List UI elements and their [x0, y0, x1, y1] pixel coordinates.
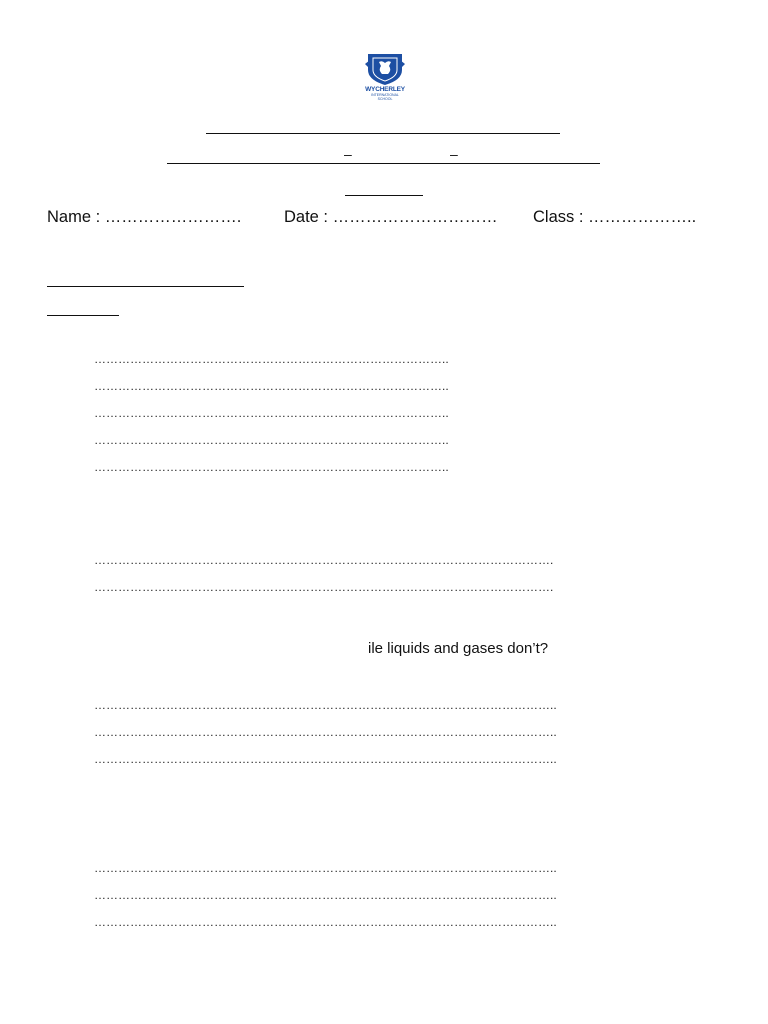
- header-dash-right: –: [450, 146, 458, 162]
- name-label: Name :: [47, 208, 101, 226]
- q3-answer-line-2[interactable]: ……………………………………………………………………………………………………..: [94, 725, 557, 739]
- school-logo: [364, 52, 406, 102]
- q1-answer-line-5[interactable]: ……………………………………………………………………………..: [94, 460, 449, 474]
- logo-subtitle: INTERNATIONAL SCHOOL: [371, 93, 399, 101]
- name-field[interactable]: [47, 208, 241, 227]
- header-short-underline: [345, 195, 423, 196]
- class-field[interactable]: [533, 208, 696, 227]
- logo-wordmark: WYCHERLEY: [365, 86, 405, 93]
- date-label: Date :: [284, 208, 329, 226]
- date-field[interactable]: [284, 208, 498, 227]
- student-info-row: [47, 208, 727, 230]
- q3-answer-line-3[interactable]: ……………………………………………………………………………………………………..: [94, 752, 557, 766]
- header-title-underline: [206, 133, 560, 134]
- header-subtitle-underline: [167, 163, 600, 164]
- q1-answer-line-1[interactable]: ……………………………………………………………………………..: [94, 352, 449, 366]
- q4-answer-line-2[interactable]: ……………………………………………………………………………………………………..: [94, 888, 557, 902]
- q1-answer-line-2[interactable]: ……………………………………………………………………………..: [94, 379, 449, 393]
- q3-answer-line-1[interactable]: ……………………………………………………………………………………………………..: [94, 698, 557, 712]
- q2-answer-line-2[interactable]: …………………………………………………………………………………………………….: [94, 580, 554, 594]
- class-blank: ………………..: [588, 208, 697, 226]
- q1-answer-line-4[interactable]: ……………………………………………………………………………..: [94, 433, 449, 447]
- q3-question-text: ile liquids and gases don’t?: [368, 640, 549, 657]
- header-dash-left: –: [344, 146, 352, 162]
- q4-answer-line-3[interactable]: ……………………………………………………………………………………………………..: [94, 915, 557, 929]
- section-subheading-underline: [47, 315, 119, 316]
- q4-answer-line-1[interactable]: ……………………………………………………………………………………………………..: [94, 861, 557, 875]
- name-blank: …………………….: [104, 208, 242, 226]
- section-heading-underline: [47, 286, 244, 287]
- q1-answer-line-3[interactable]: ……………………………………………………………………………..: [94, 406, 449, 420]
- q2-answer-line-1[interactable]: …………………………………………………………………………………………………….: [94, 553, 554, 567]
- date-blank: …………………………: [332, 208, 498, 226]
- school-crest-icon: [364, 52, 406, 86]
- class-label: Class :: [533, 208, 584, 226]
